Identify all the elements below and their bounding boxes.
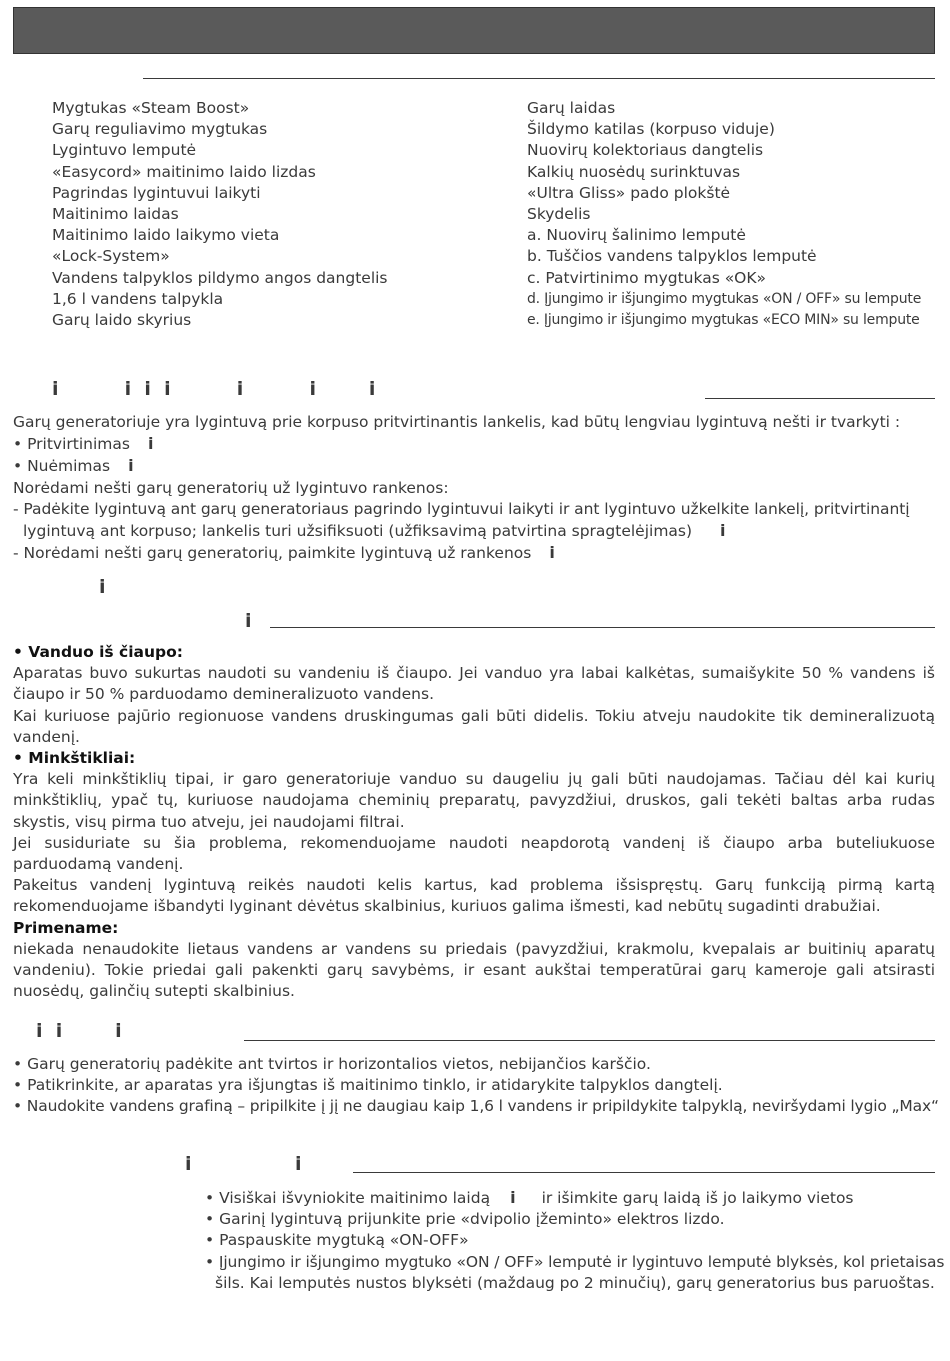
- list-item: Pagrindas lygintuvui laikyti: [52, 183, 261, 202]
- paragraph: niekada nenaudokite lietaus vandens ar vandens su priedais (pavyzdžiui, krakmolu, kvepalais ar buitinių aparatų vandeniu). Tokie priedai gali pakenkti garų savybėms, ir esant aukštai temperatūrai garų kameroje gali atsirasti nuosėdų, galinčių sutepti skalbinius.: [13, 939, 935, 1001]
- list-item: • Patikrinkite, ar aparatas yra išjungtas iš maitinimo tinklo, ir atidarykite talpyklos dangtelį.: [13, 1076, 723, 1095]
- header-bar: [13, 7, 935, 54]
- section-rule: [353, 1172, 935, 1173]
- list-item: «Lock-System»: [52, 247, 170, 266]
- section-heading-fragment: i: [245, 610, 252, 632]
- list-item: Vandens talpyklos pildymo angos dangtelis: [52, 268, 388, 287]
- header-rule: [143, 78, 935, 79]
- list-item: • Nuėmimas i: [13, 456, 134, 476]
- list-item: Garų laidas: [527, 99, 616, 117]
- list-item: «Easycord» maitinimo laido lizdas: [52, 162, 316, 181]
- list-item: • Įjungimo ir išjungimo mygtuko «ON / OFF» lemputė ir lygintuvo lemputė blyksės, kol prietaisas: [205, 1252, 945, 1271]
- list-item: Skydelis: [527, 205, 591, 224]
- water-section: [13, 642, 935, 1002]
- list-item: - Padėkite lygintuvą ant garų generatoriaus pagrindo lygintuvui laikyti ir ant lygintuvo užkelkite lankelį, pritvirtinantį: [13, 499, 910, 518]
- list-item: • Paspauskite mygtuką «ON-OFF»: [205, 1231, 469, 1250]
- list-item: • Garų generatorių padėkite ant tvirtos ir horizontalios vietos, nebijančios karščio.: [13, 1055, 651, 1073]
- list-item: Mygtukas «Steam Boost»: [52, 99, 250, 117]
- section-heading-fragment: i: [99, 576, 106, 598]
- list-item: • Garinį lygintuvą prijunkite prie «dvipolio įžeminto» elektros lizdo.: [205, 1210, 725, 1229]
- list-item: «Ultra Gliss» pado plokštė: [527, 183, 731, 202]
- list-item: • Pritvirtinimas i: [13, 434, 154, 454]
- list-item: Lygintuvo lemputė: [52, 141, 197, 160]
- list-item: Maitinimo laidas: [52, 205, 179, 224]
- section-heading-fragment: i: [295, 1153, 302, 1175]
- list-item: Nuovirų kolektoriaus dangtelis: [527, 141, 764, 160]
- list-item: 1,6 l vandens talpykla: [52, 289, 224, 308]
- paragraph: Yra keli minkštiklių tipai, ir garo generatoriuje vanduo su daugeliu jų gali būti naudojamas. Tačiau dėl kai kurių minkštiklių, ypač tų, kuriuose naudojama cheminių preparatų, pavyzdžiui, druskos, gali tekėti baltas arba rudas skystis, visų pirma tuo atveju, jei naudojami filtrai.: [13, 770, 935, 831]
- list-item: Šildymo katilas (korpuso viduje): [527, 120, 775, 139]
- paragraph: Jei susiduriate su šia problema, rekomenduojame naudoti neapdorotą vandenį iš čiaupo arba buteliukuose parduodamą vandenį.: [13, 833, 935, 874]
- section-rule: [705, 398, 935, 399]
- parts-list-right: [527, 98, 921, 331]
- list-item: Kalkių nuosėdų surinktuvas: [527, 162, 741, 181]
- section-rule: [270, 627, 935, 628]
- list-item: c. Patvirtinimo mygtukas «OK»: [527, 268, 767, 287]
- list-item: b. Tuščios vandens talpyklos lemputė: [527, 247, 817, 266]
- section-heading-fragment: i i i: [36, 1020, 122, 1042]
- paragraph: Norėdami nešti garų generatorių už lygintuvo rankenos:: [13, 478, 449, 497]
- parts-list-left: [52, 98, 388, 331]
- list-item: • Naudokite vandens grafiną – pripilkite į jį ne daugiau kaip 1,6 l vandens ir pripildykite talpyklą, neviršydami lygio „Max“: [13, 1097, 939, 1116]
- section-heading-fragment: i i i i i i i: [52, 378, 376, 400]
- paragraph: Kai kuriuose pajūrio regionuose vandens druskingumas gali būti didelis. Tokiu atveju naudokite tik demineralizuotą vandenį.: [13, 706, 935, 746]
- paragraph: Aparatas buvo sukurtas naudoti su vandeniu iš čiaupo. Jei vanduo yra labai kalkėtas, sumaišykite 50 % vandens iš čiaupo ir 50 % parduodamo demineralizuoto vandens.: [13, 664, 935, 704]
- list-item: šils. Kai lemputės nustos blyksėti (maždaug po 2 minučių), garų generatorius bus paruoštas.: [215, 1273, 935, 1292]
- section-heading-fragment: i: [185, 1153, 192, 1175]
- fill-section: [13, 1054, 939, 1118]
- list-item: Garų laido skyrius: [52, 311, 192, 330]
- section-rule: [244, 1040, 935, 1041]
- paragraph: Garų generatoriuje yra lygintuvą prie korpuso pritvirtinantis lankelis, kad būtų lengviau lygintuvą nešti ir tvarkyti :: [13, 413, 901, 431]
- list-item: Maitinimo laido laikymo vieta: [52, 226, 280, 245]
- list-item: e. Įjungimo ir išjungimo mygtukas «ECO MIN» su lempute: [527, 312, 920, 329]
- list-item: • Visiškai išvyniokite maitinimo laidą i ir išimkite garų laidą iš jo laikymo vietos: [205, 1188, 854, 1207]
- list-item: - Norėdami nešti garų generatorių, paimkite lygintuvą už rankenos i: [13, 543, 555, 563]
- list-item: d. Įjungimo ir išjungimo mygtukas «ON / OFF» su lempute: [527, 290, 922, 307]
- startup-section: [205, 1187, 945, 1294]
- subheading: • Vanduo iš čiaupo:: [13, 643, 183, 661]
- paragraph: Pakeitus vandenį lygintuvą reikės naudoti kelis kartus, kad problema išsispręstų. Garų funkciją pirmą kartą rekomenduojame išbandyti lyginant dėvėtus skalbinius, kuriuos galima išmesti, kad nebūtų sugadinti drabužiai.: [13, 876, 935, 916]
- list-item: lygintuvą ant korpuso; lankelis turi užsifiksuoti (užfiksavimą patvirtina spragtelėjimas) i: [23, 521, 726, 541]
- list-item: a. Nuovirų šalinimo lemputė: [527, 226, 746, 245]
- subheading: • Minkštikliai:: [13, 749, 136, 768]
- subheading: Primename:: [13, 918, 119, 937]
- carry-section: [13, 412, 935, 564]
- list-item: Garų reguliavimo mygtukas: [52, 120, 268, 139]
